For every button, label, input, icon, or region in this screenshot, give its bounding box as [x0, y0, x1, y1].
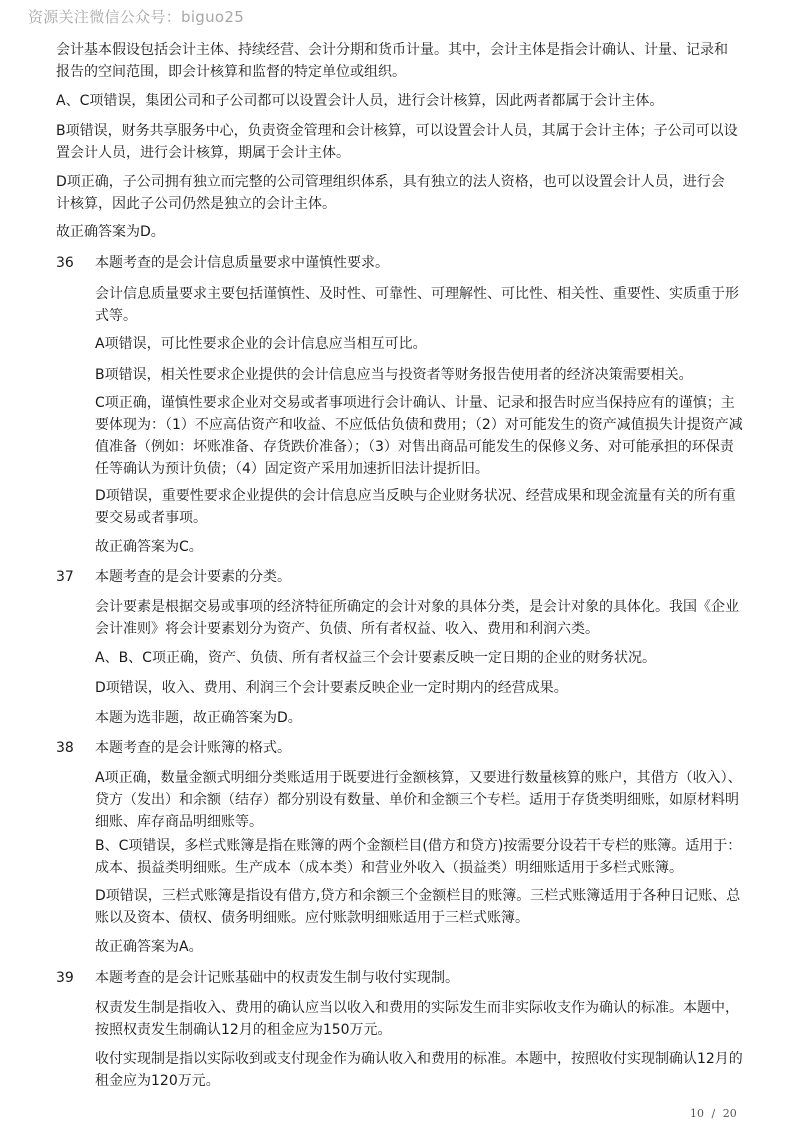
- intro-paragraph: B项错误，财务共享服务中心，负责资金管理和会计核算，可以设置会计人员，其属于会计主体；子公司可以设置会计人员，进行会计核算，期属于会计主体。: [56, 123, 738, 161]
- current-page-number: 10: [690, 1107, 704, 1120]
- answer-paragraph: 会计要素是根据交易或事项的经济特征所确定的会计对象的具体分类，是会计对象的具体化。我国《企业会计准则》将会计要素划分为资产、负债、所有者权益、收入、费用和利润六类。: [95, 599, 739, 637]
- question-heading: 本题考查的是会计账簿的格式。: [95, 740, 291, 756]
- question-number: 38: [56, 740, 74, 756]
- answer-paragraph: 会计信息质量要求主要包括谨慎性、及时性、可靠性、可理解性、可比性、相关性、重要性、实质重于形式等。: [95, 286, 739, 324]
- question-heading: 本题考查的是会计信息质量要求中谨慎性要求。: [95, 255, 389, 271]
- answer-paragraph: B项错误，相关性要求企业提供的会计信息应当与投资者等财务报告使用者的经济决策需要相关。: [95, 367, 693, 383]
- page-indicator: [690, 1107, 737, 1120]
- intro-paragraph: 故正确答案为D。: [56, 224, 165, 240]
- total-pages-number: 20: [722, 1107, 737, 1120]
- answer-paragraph: 权责发生制是指收入、费用的确认应当以收入和费用的实际发生而非实际收支作为确认的标准。本题中，按照权责发生制确认12月的租金应为150万元。: [95, 1000, 739, 1038]
- question-heading: 本题考查的是会计记账基础中的权责发生制与收付实现制。: [95, 970, 459, 986]
- intro-paragraph: 会计基本假设包括会计主体、持续经营、会计分期和货币计量。其中，会计主体是指会计确认、计量、记录和报告的空间范围，即会计核算和监督的特定单位或组织。: [56, 42, 728, 80]
- question-heading: 本题考查的是会计要素的分类。: [95, 569, 291, 585]
- answer-paragraph: A项错误，可比性要求企业的会计信息应当相互可比。: [95, 336, 427, 352]
- intro-paragraph: D项正确，子公司拥有独立而完整的公司管理组织体系，具有独立的法人资格，也可以设置会计人员，进行会计核算，因此子公司仍然是独立的会计主体。: [56, 174, 725, 212]
- question-number: 36: [56, 255, 74, 271]
- answer-paragraph: 故正确答案为A。: [95, 939, 203, 955]
- answer-paragraph: 本题为选非题，故正确答案为D。: [95, 710, 302, 726]
- intro-paragraph: A、C项错误，集团公司和子公司都可以设置会计人员，进行会计核算，因此两者都属于会计主体。: [56, 93, 664, 109]
- answer-paragraph: D项错误，收入、费用、利润三个会计要素反映企业一定时期内的经营成果。: [95, 680, 568, 696]
- answer-paragraph: C项正确，谨慎性要求企业对交易或者事项进行会计确认、计量、记录和报告时应当保持应有的谨慎；主要体现为：（1）不应高估资产和收益、不应低估负债和费用；（2）对可能发生的资产减值损失计提资产减值准备（例如：坏账准备、存货跌价准备）；（3）对售出商品可能发生的保修义务、对可能承担的环保责任等确认为预计负债；（4）固定资产采用加速折旧法计提折旧。: [95, 395, 743, 477]
- question-number: 37: [56, 569, 74, 585]
- answer-paragraph: D项错误，重要性要求企业提供的会计信息应当反映与企业财务状况、经营成果和现金流量有关的所有重要交易或者事项。: [95, 488, 736, 526]
- watermark: 资源关注微信公众号：biguo25: [28, 8, 245, 26]
- answer-paragraph: A、B、C项正确，资产、负债、所有者权益三个会计要素反映一定日期的企业的财务状况。: [95, 650, 656, 666]
- answer-paragraph: D项错误，三栏式账簿是指设有借方,贷方和余额三个金额栏目的账簿。三栏式账簿适用于各种日记账、总账以及资本、债权、债务明细账。应付账款明细账适用于三栏式账簿。: [95, 888, 741, 926]
- question-number: 39: [56, 970, 74, 986]
- answer-paragraph: 收付实现制是指以实际收到或支付现金作为确认收入和费用的标准。本题中，按照收付实现制确认12月的租金应为120万元。: [95, 1051, 743, 1089]
- answer-paragraph: B、C项错误，多栏式账簿是指在账簿的两个金额栏目(借方和贷方)按需要分设若干专栏的账簿。适用于：成本、损益类明细账。生产成本（成本类）和营业外收入（损益类）明细账适用于多栏式账簿。: [95, 838, 742, 876]
- answer-paragraph: 故正确答案为C。: [95, 539, 203, 555]
- answer-paragraph: A项正确，数量金额式明细分类账适用于既要进行金额核算，又要进行数量核算的账户，其借方（收入）、贷方（发出）和余额（结存）都分别设有数量、单价和金额三个专栏。适用于存货类明细账，如原材料明细账、库存商品明细账等。: [95, 770, 742, 830]
- page-separator: /: [711, 1107, 716, 1120]
